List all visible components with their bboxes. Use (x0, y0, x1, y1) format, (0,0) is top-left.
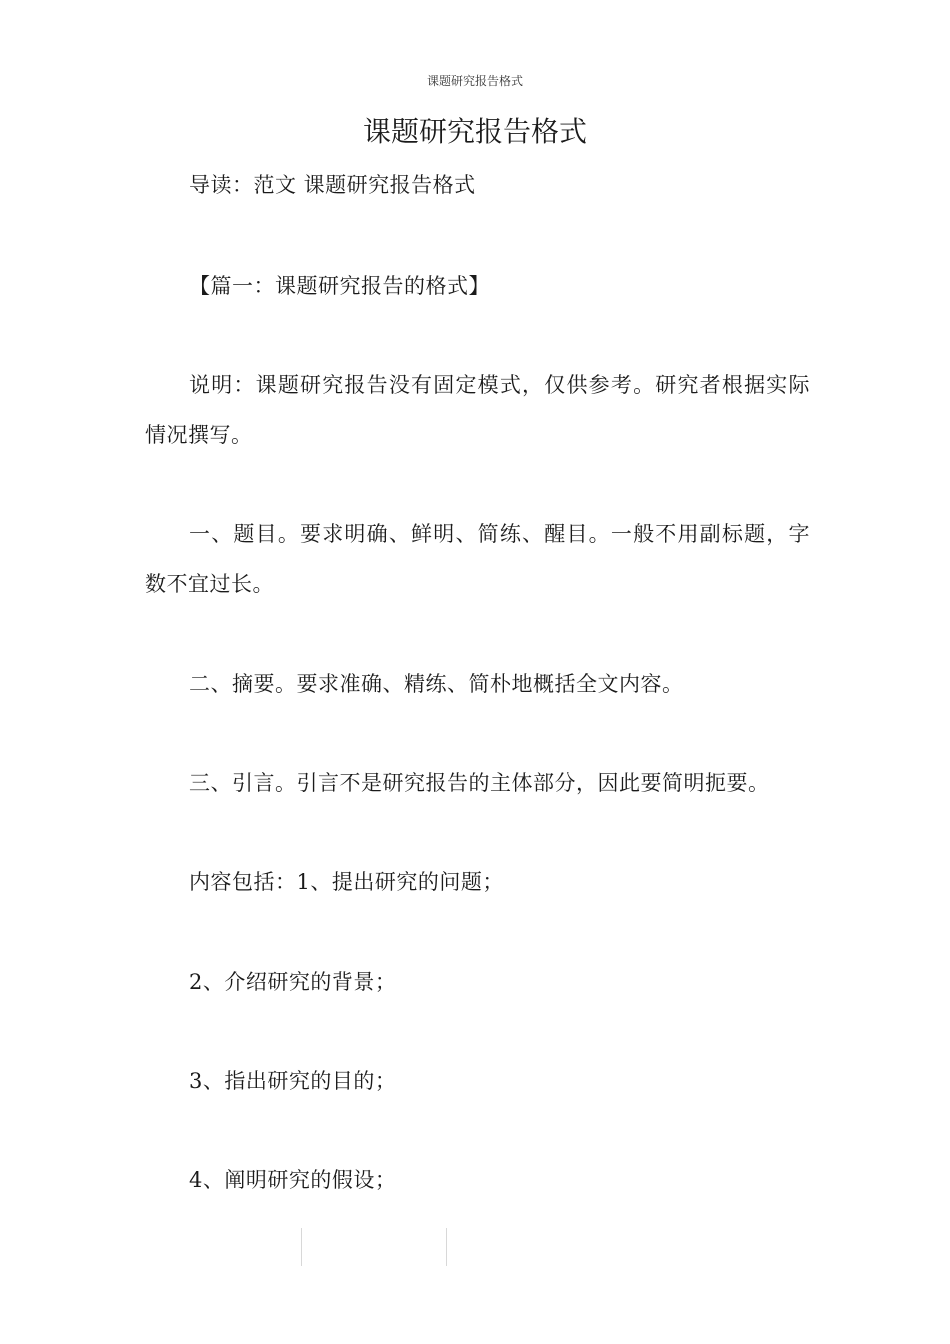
paragraph-intro: 导读：范文 课题研究报告格式 (189, 173, 476, 197)
footer-divider-right (446, 1228, 447, 1266)
paragraph-item-abstract: 二、摘要。要求准确、精练、简朴地概括全文内容。 (189, 672, 684, 696)
paragraph-list-item-3: 3、指出研究的目的； (189, 1069, 397, 1093)
document-title: 课题研究报告格式 (362, 115, 587, 148)
page-header: 课题研究报告格式 (426, 74, 523, 88)
footer-divider-left (301, 1228, 302, 1266)
paragraph-list-item-4: 4、阐明研究的假设； (189, 1168, 397, 1192)
paragraph-list-item-2: 2、介绍研究的背景； (189, 970, 397, 994)
paragraph-contents: 内容包括：1、提出研究的问题； (189, 870, 504, 894)
paragraph-section-heading: 【篇一：课题研究报告的格式】 (189, 274, 490, 298)
paragraph-item-title: 一、题目。要求明确、鲜明、简练、醒目。一般不用副标题，字数不宜过长。 (145, 522, 810, 596)
paragraph-note: 说明：课题研究报告没有固定模式，仅供参考。研究者根据实际情况撰写。 (145, 373, 810, 447)
paragraph-item-introduction: 三、引言。引言不是研究报告的主体部分，因此要简明扼要。 (189, 771, 770, 795)
